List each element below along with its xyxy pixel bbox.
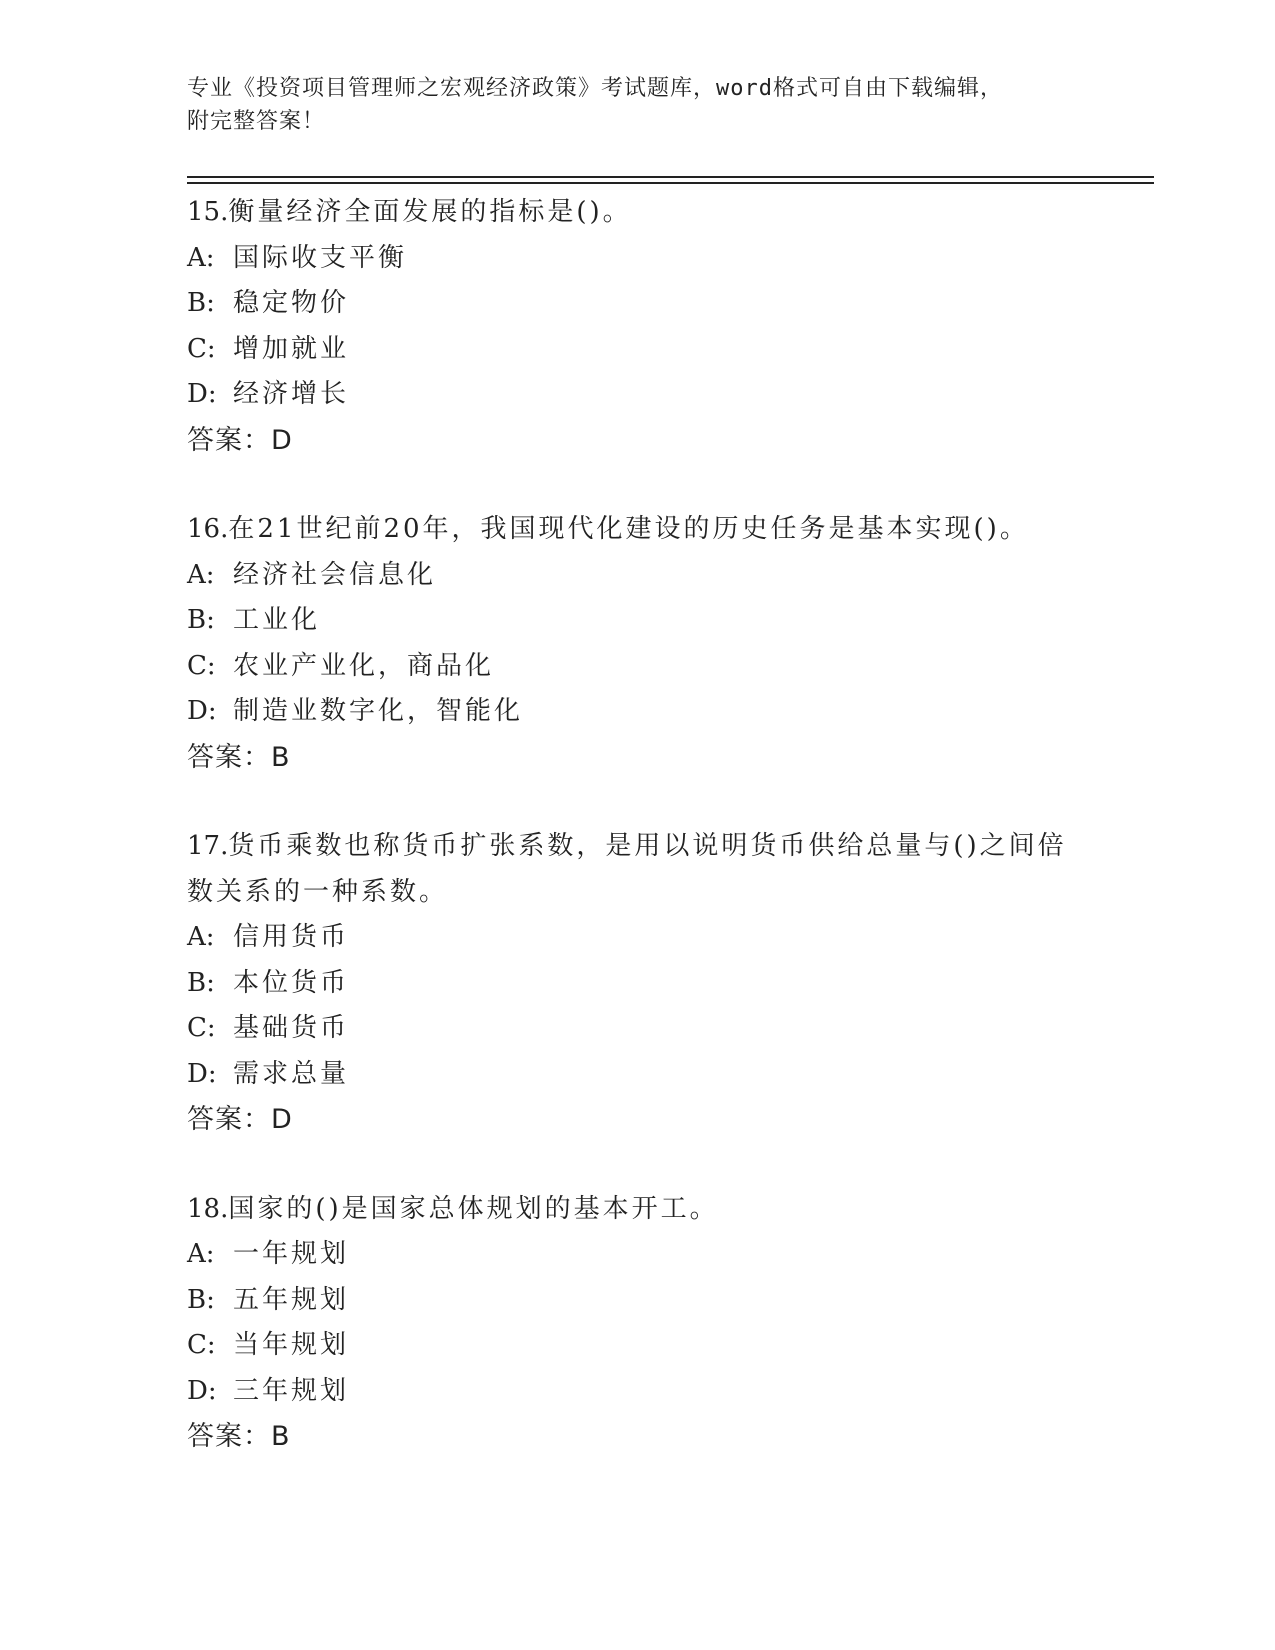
question-number: 15. — [187, 197, 229, 227]
answer-label: 答案：D — [187, 424, 293, 456]
option-text: 制造业数字化，智能化 — [233, 696, 524, 726]
option-text: 本位货币 — [233, 967, 350, 998]
option-letter: C: — [187, 333, 216, 364]
option-d — [187, 1369, 1087, 1415]
question-stem-continued: 数关系的一种系数。 — [187, 876, 449, 907]
header-line-1: 专业《投资项目管理师之宏观经济政策》考试题库，word格式可自由下载编辑， — [187, 76, 1003, 101]
option-b — [187, 1278, 1087, 1324]
question-number: 17. — [187, 831, 229, 861]
option-text: 增加就业 — [233, 333, 350, 364]
header-divider-top — [187, 176, 1154, 178]
option-letter: B: — [187, 967, 215, 998]
question-number: 18. — [187, 1193, 229, 1224]
option-text: 三年规划 — [233, 1375, 350, 1406]
question-text: 在21世纪前20年，我国现代化建设的历史任务是基本实现()。 — [228, 514, 1029, 544]
option-b — [187, 961, 1087, 1007]
option-c — [187, 327, 1087, 373]
question-15 — [187, 190, 1087, 463]
option-text: 五年规划 — [233, 1284, 350, 1315]
option-text: 基础货币 — [233, 1013, 350, 1043]
option-text: 稳定物价 — [233, 288, 350, 318]
question-16 — [187, 507, 1087, 780]
option-letter: B: — [187, 1284, 215, 1315]
option-c — [187, 1006, 1087, 1052]
option-text: 当年规划 — [233, 1330, 350, 1360]
question-number: 16. — [187, 514, 229, 544]
option-b — [187, 281, 1087, 327]
option-letter: B: — [187, 605, 215, 635]
question-text: 国家的()是国家总体规划的基本开工。 — [228, 1193, 719, 1224]
document-header — [187, 72, 1067, 138]
option-c — [187, 644, 1087, 690]
answer-label: 答案：B — [187, 741, 291, 773]
question-list — [187, 190, 1087, 1504]
option-letter: D: — [187, 1058, 217, 1089]
option-a — [187, 915, 1087, 961]
question-stem — [187, 190, 1087, 236]
option-text: 一年规划 — [233, 1239, 350, 1269]
option-b — [187, 598, 1087, 644]
question-text: 货币乘数也称货币扩张系数，是用以说明货币供给总量与()之间倍 — [228, 831, 1067, 861]
option-a — [187, 553, 1087, 599]
option-letter: C: — [187, 650, 216, 681]
option-a — [187, 236, 1087, 282]
option-letter: A: — [187, 559, 215, 590]
option-text: 经济社会信息化 — [233, 559, 437, 590]
question-18 — [187, 1187, 1087, 1460]
option-letter: D: — [187, 696, 217, 726]
question-17 — [187, 824, 1087, 1143]
option-letter: D: — [187, 379, 217, 409]
answer-label: 答案：B — [187, 1421, 291, 1452]
question-stem — [187, 507, 1087, 553]
question-stem — [187, 1187, 1087, 1233]
option-d — [187, 689, 1087, 735]
option-text: 农业产业化，商品化 — [233, 650, 495, 681]
option-c — [187, 1323, 1087, 1369]
question-stem — [187, 824, 1087, 870]
option-text: 经济增长 — [233, 379, 350, 409]
option-d — [187, 1052, 1087, 1098]
question-text: 衡量经济全面发展的指标是()。 — [228, 197, 632, 227]
header-line-2: 附完整答案！ — [187, 109, 326, 134]
option-text: 国际收支平衡 — [233, 242, 408, 273]
option-letter: B: — [187, 288, 215, 318]
option-text: 信用货币 — [233, 922, 350, 952]
option-a — [187, 1232, 1087, 1278]
option-letter: A: — [187, 922, 215, 952]
option-letter: C: — [187, 1013, 216, 1043]
option-d — [187, 372, 1087, 418]
header-divider-bottom — [187, 182, 1154, 184]
option-letter: A: — [187, 1239, 215, 1269]
option-letter: C: — [187, 1330, 216, 1360]
option-letter: A: — [187, 242, 215, 273]
option-text: 需求总量 — [233, 1058, 350, 1089]
option-letter: D: — [187, 1375, 217, 1406]
answer-label: 答案：D — [187, 1104, 293, 1135]
option-text: 工业化 — [233, 605, 321, 635]
